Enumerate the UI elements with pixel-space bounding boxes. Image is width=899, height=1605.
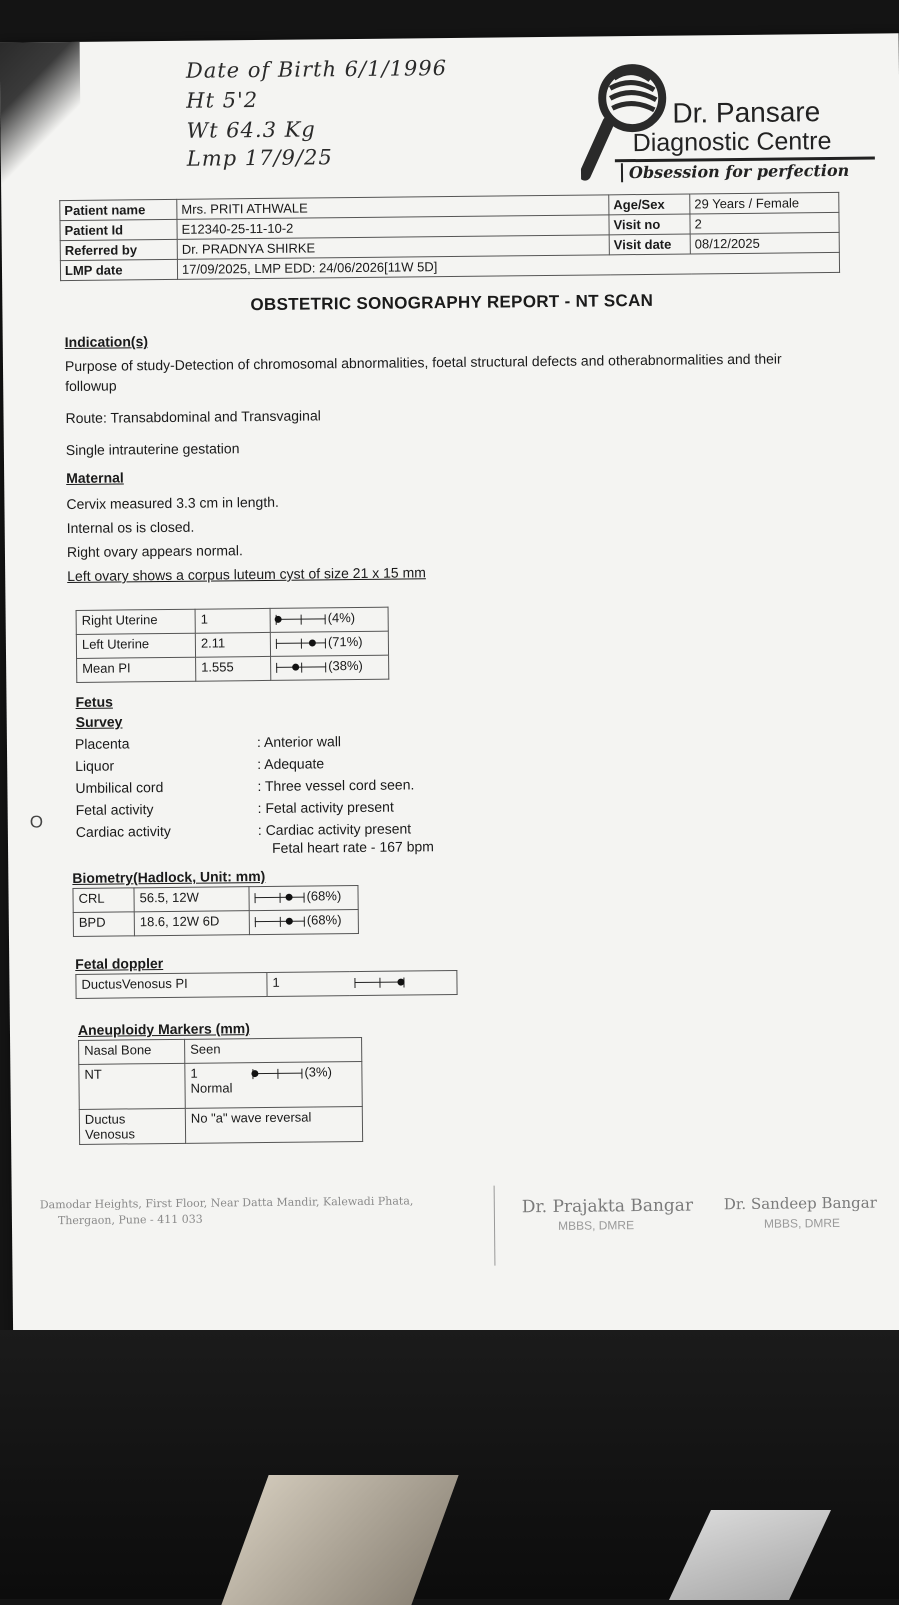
percentile-range-bar (255, 892, 305, 903)
maternal-heading: Maternal (66, 469, 124, 487)
uterine-label: Right Uterine (76, 609, 195, 634)
nt-value: 1 (190, 1065, 198, 1081)
table-row (73, 910, 358, 937)
purpose-line-2: followup (65, 377, 117, 395)
aneuploidy-table (78, 1037, 363, 1145)
table-row (73, 886, 358, 913)
table-row (77, 655, 389, 682)
range-tick (255, 893, 256, 903)
biometry-percentile: (68%) (306, 912, 342, 928)
survey-value: : Fetal activity present (257, 798, 394, 817)
range-tick (304, 916, 305, 926)
report-paper (0, 33, 899, 1342)
maternal-line: Left ovary shows a corpus luteum cyst of size 21 x 15 mm (67, 564, 426, 585)
survey-label: Placenta (74, 735, 130, 752)
biometry-range (249, 886, 358, 911)
brand-subtitle: Diagnostic Centre (632, 127, 832, 158)
maternal-line: Cervix measured 3.3 cm in length. (66, 493, 279, 513)
range-tick (300, 638, 301, 648)
maternal-line: Internal os is closed. (66, 518, 195, 537)
range-tick (279, 892, 280, 902)
range-tick (304, 892, 305, 902)
patient-id-label: Patient Id (60, 219, 177, 240)
biometry-percentile: (68%) (306, 888, 342, 904)
uterine-range (271, 655, 389, 680)
biometry-label: CRL (73, 888, 134, 913)
biometry-value: 56.5, 12W (134, 887, 249, 912)
range-tick (279, 916, 280, 926)
percentile-marker (286, 917, 293, 924)
range-tick (325, 662, 326, 672)
table-row (79, 1106, 362, 1144)
range-tick (325, 638, 326, 648)
indication-heading: Indication(s) (64, 333, 149, 351)
address-line: Thergaon, Pune - 411 033 (57, 1212, 203, 1228)
uterine-label: Mean PI (77, 657, 196, 682)
percentile-marker (292, 663, 299, 670)
table-row (76, 607, 388, 634)
biometry-heading: Biometry(Hadlock, Unit: mm) (72, 867, 266, 886)
range-tick (277, 1068, 278, 1078)
survey-label: Cardiac activity (75, 822, 171, 840)
nasal-bone-value: Seen (185, 1037, 362, 1063)
doctor-2-degree: MBBS, DMRE (763, 1215, 841, 1231)
percentile-marker (397, 978, 404, 985)
table-row (79, 1037, 362, 1064)
percentile-range-bar (276, 662, 326, 673)
route-text: Route: Transabdominal and Transvaginal (65, 407, 321, 427)
uterine-value: 2.11 (195, 632, 270, 657)
range-tick (354, 978, 355, 988)
percentile-marker (286, 893, 293, 900)
patient-info-table (59, 192, 840, 281)
range-tick (301, 1068, 302, 1078)
handwritten-lmp: Lmp 17/9/25 (186, 145, 333, 171)
footer-address (40, 1193, 414, 1229)
nt-cell (185, 1061, 362, 1108)
age-sex-value: 29 Years / Female (690, 192, 839, 214)
address-line: Damodar Heights, First Floor, Near Datta Mandir, Kalewadi Phata, (39, 1194, 414, 1212)
survey-label: Fetal activity (75, 801, 154, 818)
doppler-label: DuctusVenosus PI (76, 972, 267, 998)
uterine-value: 1.555 (196, 656, 271, 681)
brand-name: Dr. Pansare (672, 96, 821, 129)
nasal-bone-label: Nasal Bone (79, 1039, 185, 1064)
uterine-value: 1 (195, 608, 270, 633)
percentile-marker (251, 1070, 258, 1077)
nt-label: NT (79, 1063, 185, 1109)
range-tick (301, 662, 302, 672)
doctor-2-name: Dr. Sandeep Bangar (723, 1193, 877, 1214)
nt-percentile: (3%) (304, 1064, 332, 1080)
margin-mark: O (29, 812, 44, 832)
percentile-range-bar (354, 977, 404, 988)
ductus-venosus-value: No "a" wave reversal (185, 1106, 362, 1143)
uterine-range (270, 631, 388, 656)
handwritten-dob: Date of Birth 6/1/1996 (185, 56, 448, 83)
biometry-value: 18.6, 12W 6D (134, 911, 249, 936)
ductus-venosus-label: Ductus Venosus (79, 1108, 185, 1144)
biometry-range (249, 910, 358, 935)
survey-heading: Survey (75, 713, 123, 730)
patient-id-value: E12340-25-11-10-2 (177, 215, 609, 240)
survey-label: Umbilical cord (75, 779, 164, 796)
range-tick (325, 614, 326, 624)
doppler-range (349, 970, 457, 995)
report-title: OBSTETRIC SONOGRAPHY REPORT - NT SCAN (250, 290, 654, 315)
referred-by-value: Dr. PRADNYA SHIRKE (177, 235, 609, 260)
table-row (76, 970, 457, 998)
survey-value: : Adequate (257, 755, 325, 773)
uterine-doppler-table (76, 607, 390, 683)
fetus-heading: Fetus (75, 693, 113, 710)
visit-no-value: 2 (690, 212, 839, 234)
purpose-line-1: Purpose of study-Detection of chromosomal abnormalities, foetal structural defects and otherabnormalities and their (64, 350, 782, 375)
lmp-date-value: 17/09/2025, LMP EDD: 24/06/2026[11W 5D] (177, 252, 839, 279)
referred-by-label: Referred by (60, 239, 177, 260)
handwritten-weight: Wt 64.3 Kg (186, 117, 316, 143)
percentile-marker (308, 639, 315, 646)
range-tick (379, 977, 380, 987)
percentile-range-bar (255, 916, 305, 927)
range-tick (300, 614, 301, 624)
brand-tagline: Obsession for perfection (621, 161, 849, 182)
range-tick (276, 638, 277, 648)
footer-divider (494, 1186, 496, 1266)
maternal-line: Right ovary appears normal. (66, 542, 243, 561)
range-tick (255, 917, 256, 927)
uterine-percentile: (38%) (328, 657, 363, 674)
percentile-range-bar (276, 614, 326, 625)
visit-no-label: Visit no (609, 214, 690, 235)
lmp-date-label: LMP date (60, 259, 177, 280)
patient-name-label: Patient name (60, 199, 177, 220)
fetal-heart-rate: Fetal heart rate - 167 bpm (271, 838, 435, 856)
visit-date-value: 08/12/2025 (690, 232, 839, 254)
doctor-1-degree: MBBS, DMRE (557, 1218, 635, 1233)
handwritten-height: Ht 5'2 (186, 88, 259, 113)
biometry-label: BPD (73, 912, 134, 937)
percentile-range-bar (276, 638, 326, 649)
age-sex-label: Age/Sex (609, 194, 690, 215)
percentile-range-bar (252, 1068, 302, 1079)
survey-value: : Anterior wall (256, 733, 342, 751)
survey-value: : Cardiac activity present (257, 820, 412, 839)
survey-value: : Three vessel cord seen. (257, 776, 415, 795)
uterine-percentile: (4%) (327, 610, 356, 626)
survey-label: Liquor (75, 757, 115, 774)
uterine-percentile: (71%) (327, 633, 363, 650)
doppler-heading: Fetal doppler (75, 955, 164, 972)
aneuploidy-heading: Aneuploidy Markers (mm) (77, 1020, 250, 1038)
doppler-value: 1 (267, 972, 350, 997)
nt-note: Normal (190, 1080, 233, 1096)
table-row (79, 1061, 362, 1109)
table-row (76, 631, 388, 658)
patient-name-value: Mrs. PRITI ATHWALE (177, 195, 609, 220)
uterine-range (270, 607, 388, 632)
paper-shadow (0, 33, 81, 193)
doctor-1-name: Dr. Prajakta Bangar (521, 1195, 694, 1218)
range-tick (276, 662, 277, 672)
uterine-label: Left Uterine (76, 633, 195, 658)
doppler-table (75, 970, 457, 999)
biometry-table (72, 885, 358, 937)
gestation-text: Single intrauterine gestation (65, 440, 240, 459)
visit-date-label: Visit date (609, 234, 690, 255)
percentile-marker (275, 615, 282, 622)
